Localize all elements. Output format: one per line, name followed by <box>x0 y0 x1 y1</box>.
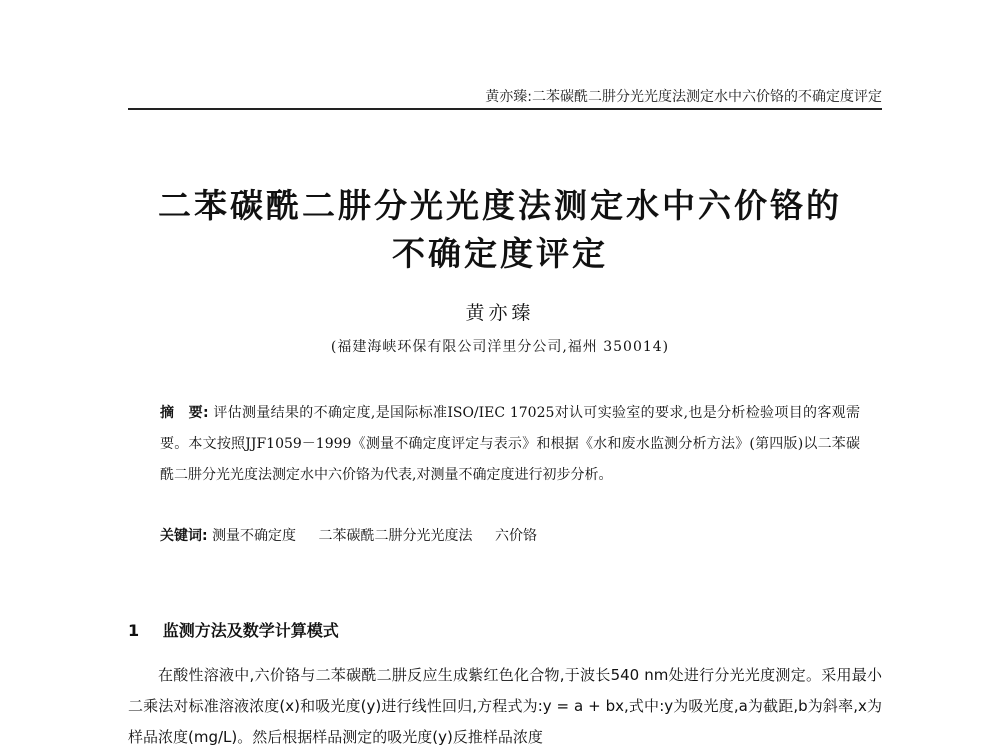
abstract <box>160 398 860 491</box>
body-paragraph: 在酸性溶液中,六价铬与二苯碳酰二肼反应生成紫红色化合物,于波长540 nm处进行分光光度测定。采用最小二乘法对标准溶液浓度(x)和吸光度(y)进行线性回归,方程式为:y = a + bx,式中:y为吸光度,a为截距,b为斜率,x为样品浓度(mg/L)。然后根据样品测定的吸光度(y)反推样品浓度 <box>128 666 882 746</box>
keyword-item: 二苯碳酰二肼分光光度法 <box>318 528 473 544</box>
running-header: 黄亦臻:二苯碳酰二肼分光光度法测定水中六价铬的不确定度评定 <box>485 89 882 105</box>
author-affiliation: (福建海峡环保有限公司洋里分公司,福州 350014) <box>330 339 670 355</box>
keyword-item: 六价铬 <box>494 528 537 544</box>
keyword-item: 测量不确定度 <box>212 528 297 544</box>
paper-title-line-1: 二苯碳酰二肼分光光度法测定水中六价铬的 <box>158 186 842 225</box>
keywords-label: 关键词: <box>160 528 208 544</box>
author-name: 黄亦臻 <box>465 302 535 324</box>
abstract-text: 评估测量结果的不确定度,是国际标准ISO/IEC 17025对认可实验室的要求,也是分析检验项目的客观需要。本文按照JJF1059－1999《测量不确定度评定与表示》和根据《水和废水监测分析方法》(第四版)以二苯碳酰二肼分光光度法测定水中六价铬为代表,对测量不确定度进行初步分析。 <box>160 405 860 483</box>
abstract-label: 摘 要: <box>160 405 209 421</box>
header-rule <box>128 108 882 110</box>
section-heading <box>128 618 339 641</box>
section-title: 监测方法及数学计算模式 <box>162 621 339 640</box>
section-number: 1 <box>128 621 140 640</box>
paper-title-line-2: 不确定度评定 <box>392 234 608 273</box>
keywords <box>160 525 860 545</box>
